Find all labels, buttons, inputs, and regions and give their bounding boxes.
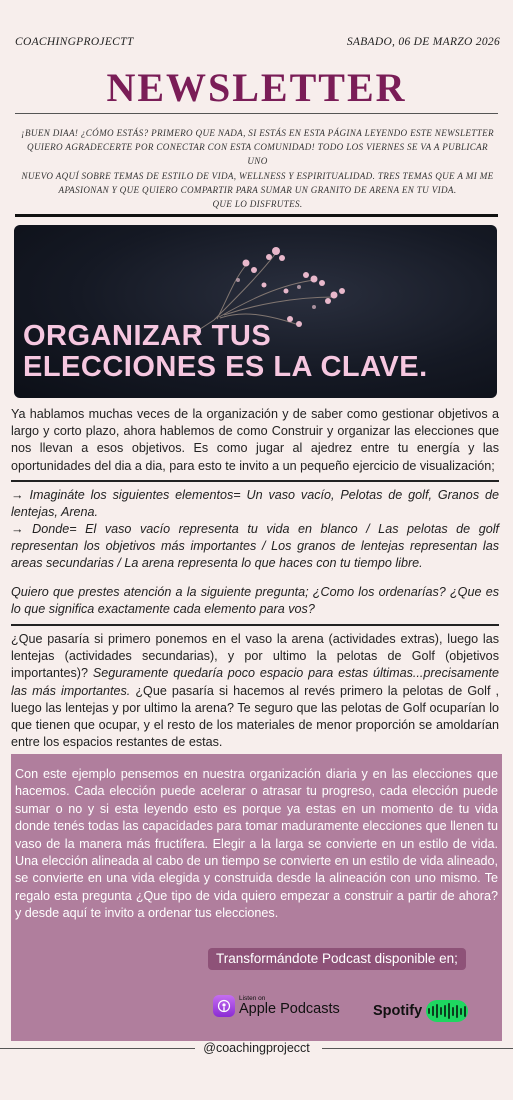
hero-title: ORGANIZAR TUS ELECCIONES ES LA CLAVE. (23, 320, 428, 383)
apple-podcasts-link[interactable] (213, 995, 340, 1017)
paragraph-intro: Ya hablamos muchas veces de la organización y de saber como gestionar objetivos a largo y corto plazo, ahora hablemos de como Construir y organizar las elecciones que nos llevan a esos objetivos. Es como jugar al ajedrez entre tu energía y las oportunidades del dia a dia, para esto te invito a un pequeño ejercicio de visualización; (11, 407, 499, 473)
exercise-question: Quiero que prestes atención a la siguiente pregunta; ¿Como los ordenarías? ¿Que es lo que significa exactamente cada elemento para vos? (11, 585, 499, 617)
podcast-badge: Transformándote Podcast disponible en; (208, 948, 466, 970)
spotify-label: Spotify (373, 1003, 423, 1019)
exercise-item-2: → Donde= El vaso vacío representa tu vida en blanco / Las pelotas de golf representan los objetivos más importantes / Los granos de lentejas representan las areas secundarias / La arena representa lo que haces con tu tiempo libre. (11, 522, 499, 571)
brand-name: COACHINGPROJECTT (15, 36, 134, 48)
apple-podcasts-icon (213, 995, 235, 1017)
social-handle[interactable]: @coachingprojecct (203, 1041, 310, 1055)
spotify-link[interactable] (373, 1000, 468, 1022)
spotify-waveform-icon (426, 1000, 468, 1022)
intro-text: ¡BUEN DIAA! ¿CÓMO ESTÁS? PRIMERO QUE NADA, SI ESTÁS EN ESTA PÁGINA LEYENDO ESTE NEWSLETTER QUIERO AGRADECERTE POR CONECTAR CON ESTA COMUNIDAD! TODO LOS VIERNES SE VA A PUBLICAR UNO NUEVO AQUÍ SOBRE TEMAS DE ESTILO DE VIDA, WELLNESS Y ESPIRITUALIDAD. TRES TEMAS QUE A MI ME APASIONAN Y QUE QUIERO COMPARTIR PARA SUMAR UN GRANITO DE ARENA EN TU VIDA. QUE LO DISFRUTES. (21, 128, 494, 210)
apple-podcasts-caption: Listen on (239, 995, 266, 1002)
issue-date: SABADO, 06 DE MARZO 2026 (346, 36, 500, 48)
exercise-item-1: → Imagináte los siguientes elementos= Un vaso vacío, Pelotas de golf, Granos de lentejas, Arena. (11, 488, 499, 520)
closing-panel (11, 754, 502, 1041)
title-divider (15, 113, 498, 114)
newsletter-title: NEWSLETTER (106, 65, 407, 110)
section-divider (15, 214, 498, 217)
hero-banner (14, 225, 497, 398)
closing-text: Con este ejemplo pensemos en nuestra organización diaria y en las elecciones que hacemos. Cada elección puede acelerar o atrasar tu progreso, cada elección puede sumar o no y si esta leyendo esto es porque ya estas en un momento de tu vida donde tenés todas las capacidades para tomar maduramente elecciones que llenen tu vaso de la manera más fructífera. Elegir a la larga se convierte en un estilo de vida. Una elección alineada al cabo de un tiempo se convierte en un estilo de vida alineado, se convierte en una vida elegida y construida desde la alineación con uno mismo. Te regalo esta pregunta ¿Que tipo de vida quiero empezar a construir a partir de ahora? y desde aquí te invito a ordenar tus elecciones. (15, 767, 498, 921)
exercise-top-divider (11, 480, 499, 482)
apple-podcasts-label: Apple Podcasts (239, 1001, 340, 1017)
paragraph-reflection: ¿Que pasaría si primero ponemos en el vaso la arena (actividades extras), luego las lentejas (actividades secundarias), y por ultimo la pelotas de Golf (objetivos importantes)? Seguramente quedaría poco espacio para estas últimas...precisamente las más importantes. ¿Que pasaría si hacemos al revés primero la pelotas de Golf , luego las lentejas y por ultimo la arena? Te seguro que las pelotas de Golf ocuparían lo que tienen que ocupar, y el resto de los materiales de menor proporción se amoldarían entre los espacios restantes de estas. (11, 632, 499, 750)
top-bar (15, 36, 500, 48)
exercise-bottom-divider (11, 624, 499, 626)
